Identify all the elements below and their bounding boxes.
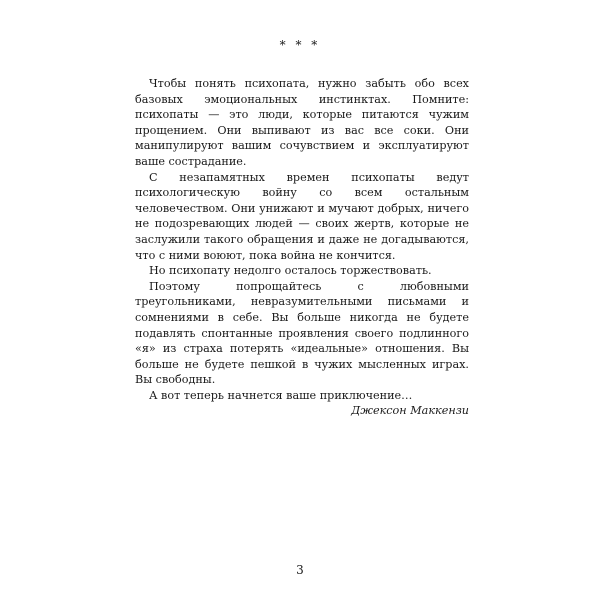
paragraph-2: С незапамятных времен психопаты ведут психологическую войну со всем остальным человечеством. Они унижают и мучают добрых, ничего не подозревающих людей — своих жертв, которые не заслужили такого обращения и даже не догадываются, что с ними воюют, пока война не кончится. bbox=[135, 170, 469, 262]
paragraph-5: А вот теперь начнется ваше приключение… bbox=[149, 388, 413, 402]
section-ornament: * * * bbox=[279, 38, 321, 52]
page-number: 3 bbox=[296, 563, 304, 577]
preface-text bbox=[135, 76, 469, 419]
paragraph-3: Но психопату недолго осталось торжествовать. bbox=[149, 264, 432, 278]
author-signature: Джексон Маккензи bbox=[351, 404, 469, 418]
paragraph-4: Поэтому попрощайтесь с любовными треугольниками, невразумительными письмами и сомнениями в себе. Вы больше никогда не будете подавлять спонтанные проявления своего подлинного «я» из страха потерять «идеальные» отношения. Вы больше не будете пешкой в чужих мысленных играх. Вы свободны. bbox=[135, 279, 469, 387]
paragraph-1: Чтобы понять психопата, нужно забыть обо всех базовых эмоциональных инстинктах. Помните: психопаты — это люди, которые питаются чужим прощением. Они выпивают из вас все соки. Они манипулируют вашим сочувствием и эксплуатируют ваше сострадание. bbox=[135, 77, 469, 168]
